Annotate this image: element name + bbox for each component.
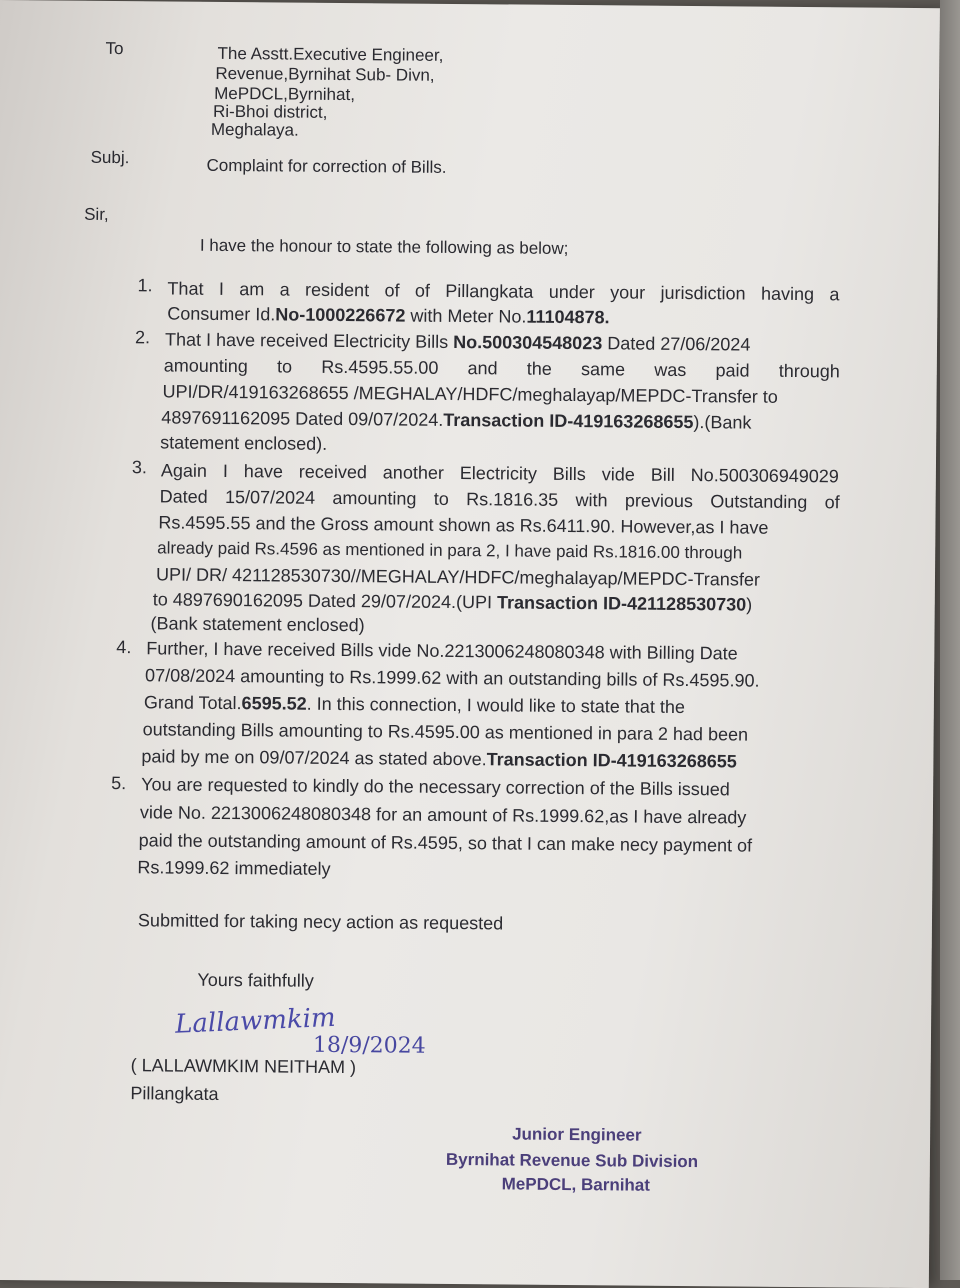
item-line: (Bank statement enclosed) <box>150 613 365 636</box>
item-line: Rs.4595.55 and the Gross amount shown as Rs.6411.90. However,as I have <box>158 512 769 538</box>
item-line: already paid Rs.4596 as mentioned in para 2, I have paid Rs.1816.00 through <box>157 538 743 563</box>
stamp-line: Byrnihat Revenue Sub Division <box>445 1149 699 1172</box>
item-line: Dated 15/07/2024 amounting to Rs.1816.35 with previous Outstanding of <box>159 486 840 513</box>
item-line: Consumer Id.No-1000226672 with Meter No.11104878. <box>167 303 610 328</box>
item-line: outstanding Bills amounting to Rs.4595.00 as mentioned in para 2 had been <box>142 719 749 745</box>
table-surface-edge <box>940 0 960 1280</box>
item-number: 5. <box>111 773 127 794</box>
address-line: Meghalaya. <box>210 119 299 140</box>
address-line: Ri-Bhoi district, <box>212 101 328 122</box>
item-number: 4. <box>116 637 132 658</box>
item-line: UPI/ DR/ 421128530730//MEGHALAY/HDFC/meghalayap/MEPDC-Transfer <box>155 564 760 590</box>
address-line: Revenue,Byrnihat Sub- Divn, <box>215 63 435 85</box>
item-line: Rs.1999.62 immediately <box>137 857 331 879</box>
sign-off: Yours faithfully <box>197 969 314 991</box>
handwritten-signature: Lallawmkim <box>174 1002 337 1040</box>
subject-label: Subj. <box>90 147 130 168</box>
item-line: Further, I have received Bills vide No.2213006248080348 with Billing Date <box>146 638 738 664</box>
sender-place: Pillangkata <box>130 1083 219 1104</box>
item-line: paid by me on 09/07/2024 as stated above.Transaction ID-419163268655 <box>141 746 737 772</box>
item-line: 4897691162095 Dated 09/07/2024.Transaction ID-419163268655).(Bank <box>161 407 752 433</box>
item-number: 1. <box>137 275 153 296</box>
item-line: statement enclosed). <box>160 432 328 454</box>
item-number: 2. <box>134 327 151 348</box>
item-number: 3. <box>131 457 148 478</box>
item-line: Grand Total.6595.52. In this connection, I would like to state that the <box>143 692 685 718</box>
closing-text: Submitted for taking necy action as requested <box>137 910 504 934</box>
item-line: paid the outstanding amount of Rs.4595, so that I can make necy payment of <box>138 830 753 856</box>
item-line: You are requested to kindly do the necessary correction of the Bills issued <box>141 774 730 800</box>
item-line: amounting to Rs.4595.55.00 and the same was paid through <box>163 355 840 382</box>
item-line: vide No. 2213006248080348 for an amount of Rs.1999.62,as I have already <box>139 802 747 828</box>
to-label: To <box>105 38 124 59</box>
signature-date: 18/9/2024 <box>312 1032 426 1059</box>
item-line: UPI/DR/419163268655 /MEGHALAY/HDFC/meghalayap/MEPDC-Transfer to <box>162 381 778 407</box>
item-line: That I am a resident of of Pillangkata under your jurisdiction having a <box>167 278 840 305</box>
intro-text: I have the honour to state the following as below; <box>199 235 569 258</box>
address-line: The Asstt.Executive Engineer, <box>217 43 444 65</box>
salutation: Sir, <box>84 204 109 224</box>
item-line: 07/08/2024 amounting to Rs.1999.62 with an outstanding bills of Rs.4595.90. <box>145 665 760 691</box>
stamp-line: MePDCL, Barnihat <box>501 1174 651 1195</box>
item-line: Again I have received another Electricity Bills vide Bill No.500306949029 <box>160 460 839 487</box>
item-line: to 4897690162095 Dated 29/07/2024.(UPI Transaction ID-421128530730) <box>152 589 753 615</box>
stamp-line: Junior Engineer <box>512 1124 642 1145</box>
address-line: MePDCL,Byrnihat, <box>214 83 356 105</box>
subject-text: Complaint for correction of Bills. <box>206 155 447 177</box>
item-line: That I have received Electricity Bills No.500304548023 Dated 27/06/2024 <box>164 329 751 355</box>
sender-name: ( LALLAWMKIM NEITHAM ) <box>130 1055 357 1078</box>
